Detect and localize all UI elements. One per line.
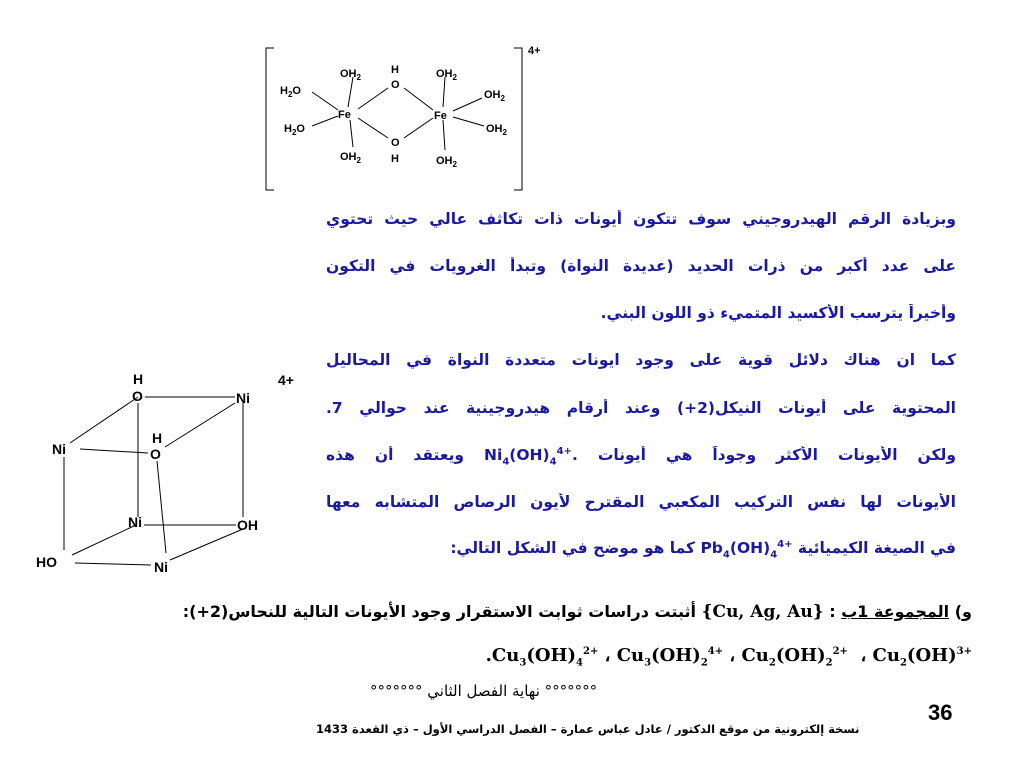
copper-ions-text: $.Cu_3(OH)_4^{2+}$ ، $Cu_3(OH)_2^{4+}$ ، $Cu_2(OH)_2^{2+}$ ، $Cu_2(OH)^{3+}$ xyxy=(485,645,972,669)
cube-ni-left: Ni xyxy=(52,441,66,457)
oh2-top-right: OH2 xyxy=(436,68,457,82)
paragraph-line-3: وأخيراً يترسب الأكسيد المتميء ذو اللون البني. xyxy=(600,304,956,322)
footer-year: 1433 xyxy=(316,722,349,736)
cube-h-2: H xyxy=(152,430,163,446)
line-8-part-a: في الصيغة الكيميائية xyxy=(797,539,956,558)
oh2-right-1: OH2 xyxy=(484,89,505,103)
section-prefix: و) xyxy=(954,602,972,621)
paragraph-line-6 xyxy=(326,446,956,467)
line-6-part-b: ويعتقد أن هذه xyxy=(326,446,465,465)
ni-hydroxide-formula: $Ni_4(OH)_4^{4+}$. xyxy=(484,446,578,468)
paragraph-line-8 xyxy=(326,539,956,560)
oh2-bottom-right: OH2 xyxy=(436,155,457,169)
h2o-left-1: H2O xyxy=(280,85,301,99)
group-elements: {Cu, Ag, Au} xyxy=(701,602,824,622)
cube-o-1: O xyxy=(132,388,143,404)
cube-charge: 4+ xyxy=(278,372,294,388)
copper-heading: و) المجموعة 1ب : {Cu, Ag, Au} أثبتت دراسات ثوابت الاستقرار وجود الأيونات التالية للنحاس(2+): xyxy=(182,602,972,622)
pb-hydroxide-formula: $Pb_4(OH)_4^{4+}$ xyxy=(700,539,793,561)
paragraph-line-4: كما ان هناك دلائل قوية على وجود ايونات متعددة النواة في المحاليل xyxy=(326,351,956,369)
footer xyxy=(316,722,859,736)
nickel-cube-structure xyxy=(30,365,310,580)
copper-sentence: أثبتت دراسات ثوابت الاستقرار وجود الأيونات التالية للنحاس(2+): xyxy=(182,602,697,621)
oh2-top-left: OH2 xyxy=(340,68,361,82)
oh2-right-2: OH2 xyxy=(486,123,507,137)
footer-text: نسخة إلكترونية من موقع الدكتور / عادل عباس عمارة – الفصل الدراسي الأول – ذي القعدة xyxy=(352,722,860,736)
paragraph-line-7: الأيونات لها نفس التركيب المكعبي المقترح لأيون الرصاص المتشابه معها xyxy=(326,493,956,511)
right-bracket xyxy=(514,48,522,190)
oh2-bottom-left: OH2 xyxy=(340,151,361,165)
h2o-left-2: H2O xyxy=(284,123,305,137)
dimer-charge: 4+ xyxy=(528,45,541,57)
cube-ni-bottom: Ni xyxy=(154,559,168,575)
paragraph-line-2: على عدد أكبر من ذرات الحديد (عديدة النواة) وتبدأ الغرويات في التكون xyxy=(326,257,956,275)
fe-left: Fe xyxy=(338,109,351,121)
copper-ions-list xyxy=(486,645,972,669)
line-6-part-a: ولكن الأيونات الأكثر وجوداً هي أيونات xyxy=(597,446,956,465)
cube-ni-top-right: Ni xyxy=(236,390,250,406)
cube-o-2: O xyxy=(150,446,161,462)
cube-oh-right: OH xyxy=(237,517,258,533)
cube-ho-bottom-left: HO xyxy=(36,554,57,570)
line-8-part-b: كما هو موضح في الشكل التالي: xyxy=(450,539,696,558)
fe-right: Fe xyxy=(434,110,447,122)
h-top: H xyxy=(391,64,399,76)
left-bracket xyxy=(266,48,274,190)
o-bottom: O xyxy=(391,137,400,149)
o-top: O xyxy=(391,79,400,91)
iron-dimer-structure xyxy=(260,40,560,200)
h-bottom: H xyxy=(391,153,399,165)
paragraph-line-5: المحتوية على أيونات النيكل(2+) وعند أرقام هيدروجينية عند حوالي 7. xyxy=(326,399,956,417)
paragraph-line-1: وبزيادة الرقم الهيدروجيني سوف تتكون أيونات ذات تكاثف عالي حيث تحتوي xyxy=(326,210,956,228)
group-label: المجموعة 1ب xyxy=(841,602,950,621)
cube-ni-center: Ni xyxy=(128,514,142,530)
page-number: 36 xyxy=(928,700,953,725)
cube-h-1: H xyxy=(133,371,144,387)
chapter-end-marker: °°°°°°° نهاية الفصل الثاني °°°°°°° xyxy=(370,682,598,700)
